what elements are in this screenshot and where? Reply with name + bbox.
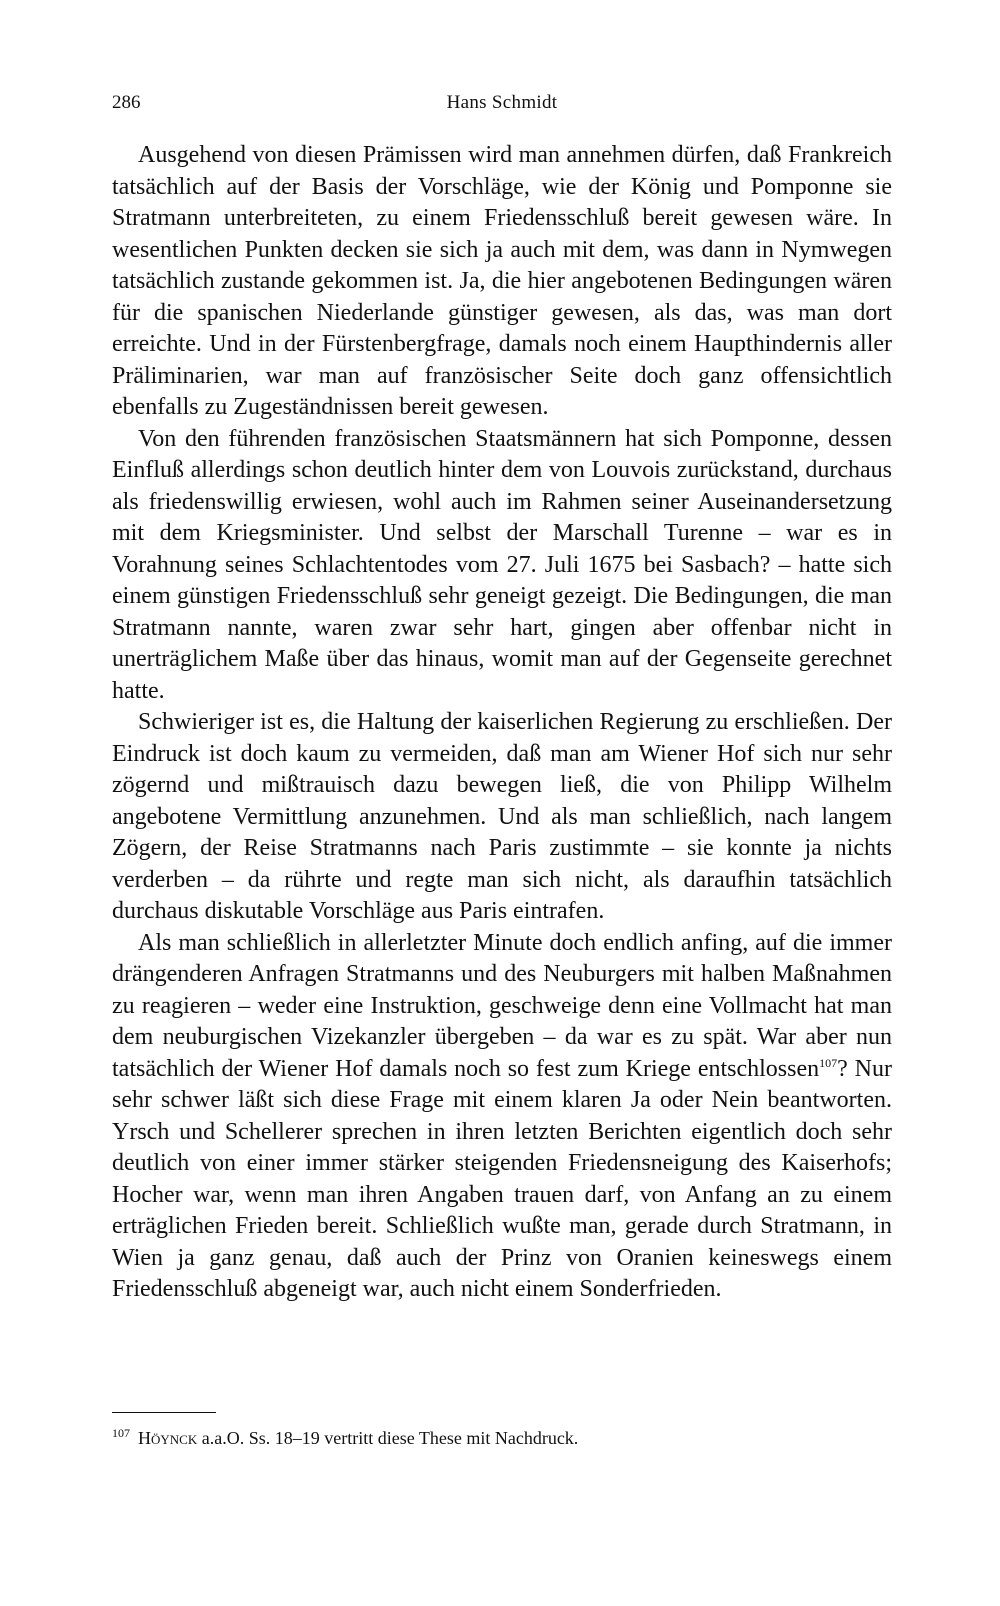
footnote-text: a.a.O. Ss. 18–19 vertritt diese These mit Nachdruck. bbox=[197, 1428, 579, 1448]
paragraph-3: Schwieriger ist es, die Haltung der kaiserlichen Regierung zu erschließen. Der Eindruck ist doch kaum zu vermeiden, daß man am Wiener Hof sich nur sehr zögernd und mißtrauisch dazu bewegen ließ, die von Philipp Wilhelm angebotene Vermittlung anzunehmen. Und als man schließlich, nach langem Zögern, der Reise Stratmanns nach Paris zustimmte – sie konnte ja nichts verderben – da rührte und regte man sich nicht, als daraufhin tatsächlich durchaus diskutable Vorschläge aus Paris eintrafen. bbox=[112, 709, 892, 924]
body-text bbox=[112, 140, 892, 1306]
footnote bbox=[112, 1426, 892, 1450]
footnote-reference[interactable]: 107 bbox=[819, 1055, 838, 1070]
paragraph-4-text-before: Als man schließlich in allerletzter Minute doch endlich anfing, auf die immer drängenderen Anfragen Stratmanns und des Neuburgers mit halben Maßnahmen zu reagieren – weder eine Instruktion, geschweige denn eine Vollmacht hat man dem neuburgischen Vizekanzler übergeben – da war es zu spät. War aber nun tatsächlich der Wiener Hof damals noch so fest zum Kriege entschlossen bbox=[112, 929, 892, 1082]
paragraph-4 bbox=[112, 928, 892, 1306]
page-header bbox=[112, 92, 892, 116]
footnote-number: 107 bbox=[112, 1426, 130, 1440]
paragraph-1: Ausgehend von diesen Prämissen wird man annehmen dürfen, daß Frankreich tatsächlich auf der Basis der Vorschläge, wie der König und Pomponne sie Stratmann unterbreiteten, zu einem Friedensschluß bereit gewesen wäre. In wesentlichen Punkten decken sie sich ja auch mit dem, was dann in Nymwegen tatsächlich zustande gekommen ist. Ja, die hier angebotenen Bedingungen wären für die spanischen Niederlande günstiger gewesen, als das, was man dort erreichte. Und in der Fürstenbergfrage, damals noch einem Haupthindernis aller Präliminarien, war man auf französischer Seite doch ganz offensichtlich ebenfalls zu Zugeständnissen bereit gewesen. bbox=[112, 142, 892, 420]
paragraph-4-text-after: ? Nur sehr schwer läßt sich diese Frage mit einem klaren Ja oder Nein beantworten. Yrsch und Schellerer sprechen in ihren letzten Berichten eigentlich doch sehr deutlich von einer immer stärker steigenden Friedensneigung des Kaiserhofs; Hocher war, wenn man ihren Angaben trauen darf, von Anfang an zu einem erträglichen Frieden bereit. Schließlich wußte man, gerade durch Stratmann, in Wien ja ganz genau, daß auch der Prinz von Oranien keineswegs einem Friedensschluß abgeneigt war, auch nicht einem Sonderfrieden. bbox=[112, 1055, 892, 1302]
running-head: Hans Schmidt bbox=[446, 92, 558, 113]
footnote-author: Höynck bbox=[138, 1428, 198, 1448]
paragraph-2: Von den führenden französischen Staatsmännern hat sich Pomponne, dessen Einfluß allerdings schon deutlich hinter dem von Louvois zurückstand, durchaus als friedenswillig erwiesen, wohl auch im Rahmen seiner Auseinandersetzung mit dem Kriegsminister. Und selbst der Marschall Turenne – war es in Vorahnung seines Schlachtentodes vom 27. Juli 1675 bei Sasbach? – hatte sich einem günstigen Friedensschluß sehr geneigt gezeigt. Die Bedingungen, die man Stratmann nannte, waren zwar sehr hart, gingen aber offenbar nicht in unerträglichem Maße über das hinaus, womit man auf der Gegenseite gerechnet hatte. bbox=[112, 425, 892, 704]
page-number: 286 bbox=[112, 92, 141, 113]
footnote-divider bbox=[112, 1412, 216, 1413]
